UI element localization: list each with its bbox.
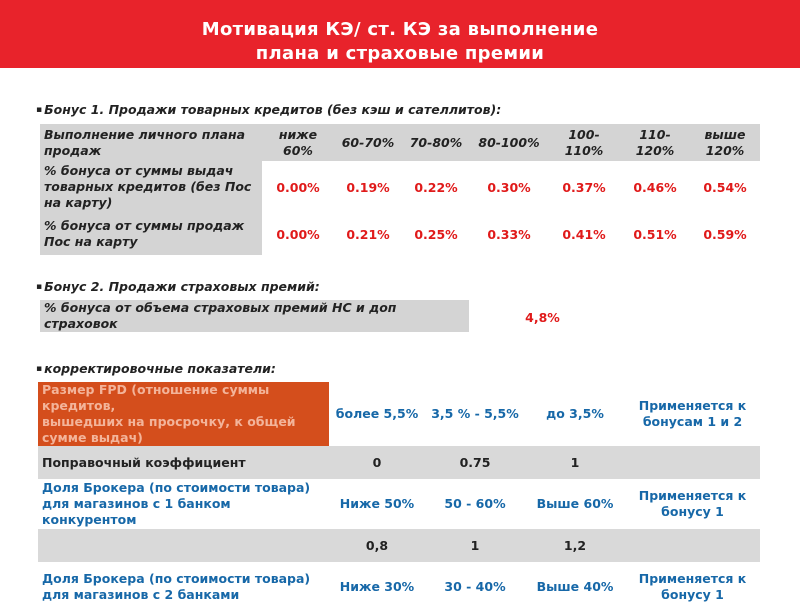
bonus-value: 0.46% <box>633 179 677 195</box>
bonus-value: 0.54% <box>703 179 747 195</box>
fpd-label-line-2: вышедших на просрочку, к общей сумме выдач) <box>42 414 296 445</box>
coefficient-value: 1 <box>525 446 625 479</box>
insurance-bonus-value: 4,8% <box>525 310 560 325</box>
bonus-value: 0.21% <box>346 226 390 242</box>
plan-header-label: Выполнение личного плана продаж <box>40 124 262 161</box>
col-header: 70-80% <box>402 124 470 161</box>
fpd-note: Применяется к бонусам 1 и 2 <box>638 398 747 429</box>
table-row <box>40 213 760 255</box>
col-header: выше 120% <box>690 124 760 161</box>
broker2-note: Применяется к бонусу 1 <box>638 571 747 602</box>
table-row <box>40 161 760 213</box>
bonus-value: 0.00% <box>276 226 320 242</box>
corrections-heading <box>36 361 276 376</box>
broker2-label: Доля Брокера (по стоимости товара) для магазинов с 2 банками <box>42 571 311 602</box>
bonus-value: 0.25% <box>414 226 458 242</box>
bonus-value: 0.37% <box>562 179 606 195</box>
bonus1-table <box>40 124 760 255</box>
insurance-bonus-label: % бонуса от объема страховых премий НС и доп страховок <box>40 300 469 332</box>
bonus2-heading <box>36 279 320 294</box>
col-header: 110-120% <box>620 124 690 161</box>
coefficient-value: 0.75 <box>425 446 525 479</box>
title-banner <box>0 0 800 68</box>
bonus-value: 0.59% <box>703 226 747 242</box>
bonus-value: 0.22% <box>414 179 458 195</box>
broker1-label: Доля Брокера (по стоимости товара) для магазинов с 1 банком конкурентом <box>42 480 311 527</box>
corrections-table <box>38 382 760 612</box>
bullet-icon: ▪ <box>36 105 43 115</box>
coefficient-label: Поправочный коэффициент <box>38 446 329 479</box>
broker1-row <box>38 479 760 529</box>
bullet-icon: ▪ <box>36 364 43 374</box>
broker2-threshold: 30 - 40% <box>444 579 506 594</box>
broker1-threshold: Выше 60% <box>536 496 614 511</box>
coefficient-value: 0,8 <box>329 529 425 562</box>
fpd-row <box>38 382 760 446</box>
broker2-threshold: Ниже 30% <box>339 579 415 594</box>
broker1-threshold: Ниже 50% <box>339 496 415 511</box>
bonus1-heading-text: Бонус 1. Продажи товарных кредитов (без кэш и сателлитов): <box>44 102 502 117</box>
empty-cell <box>625 446 760 479</box>
fpd-label-line-1: Размер FPD (отношение суммы кредитов, <box>42 382 270 413</box>
fpd-label <box>38 382 329 446</box>
title-line-1: Мотивация КЭ/ ст. КЭ за выполнение <box>201 19 599 40</box>
coefficient-value: 1,2 <box>525 529 625 562</box>
row-label: % бонуса от суммы продаж Пос на карту <box>40 213 262 255</box>
col-header: 80-100% <box>470 124 548 161</box>
empty-cell <box>625 529 760 562</box>
empty-cell <box>38 529 329 562</box>
coefficient-row <box>38 446 760 479</box>
col-header: ниже 60% <box>262 124 334 161</box>
bonus1-heading <box>36 102 501 117</box>
broker1-note: Применяется к бонусу 1 <box>638 488 747 519</box>
bonus-value: 0.00% <box>276 179 320 195</box>
fpd-threshold: до 3,5% <box>546 406 604 421</box>
fpd-threshold: 3,5 % - 5,5% <box>431 406 519 421</box>
bonus-value: 0.30% <box>487 179 531 195</box>
broker2-threshold: Выше 40% <box>536 579 614 594</box>
corrections-heading-text: корректировочные показатели: <box>44 361 276 376</box>
row-label: % бонуса от суммы выдач товарных кредитов (без Пос на карту) <box>40 161 262 213</box>
broker2-row <box>38 562 760 612</box>
coefficient-value: 0 <box>329 446 425 479</box>
bonus-value: 0.33% <box>487 226 531 242</box>
bonus2-heading-text: Бонус 2. Продажи страховых премий: <box>44 279 320 294</box>
fpd-threshold: более 5,5% <box>335 406 419 421</box>
col-header: 100-110% <box>548 124 620 161</box>
bullet-icon: ▪ <box>36 282 43 292</box>
broker1-threshold: 50 - 60% <box>444 496 506 511</box>
coefficient-value: 1 <box>425 529 525 562</box>
bonus-value: 0.51% <box>633 226 677 242</box>
bonus-value: 0.19% <box>346 179 390 195</box>
col-header: 60-70% <box>334 124 402 161</box>
bonus-value: 0.41% <box>562 226 606 242</box>
coefficient-row <box>38 529 760 562</box>
bonus1-header-row <box>40 124 760 161</box>
title-line-2: плана и страховые премии <box>255 43 545 64</box>
